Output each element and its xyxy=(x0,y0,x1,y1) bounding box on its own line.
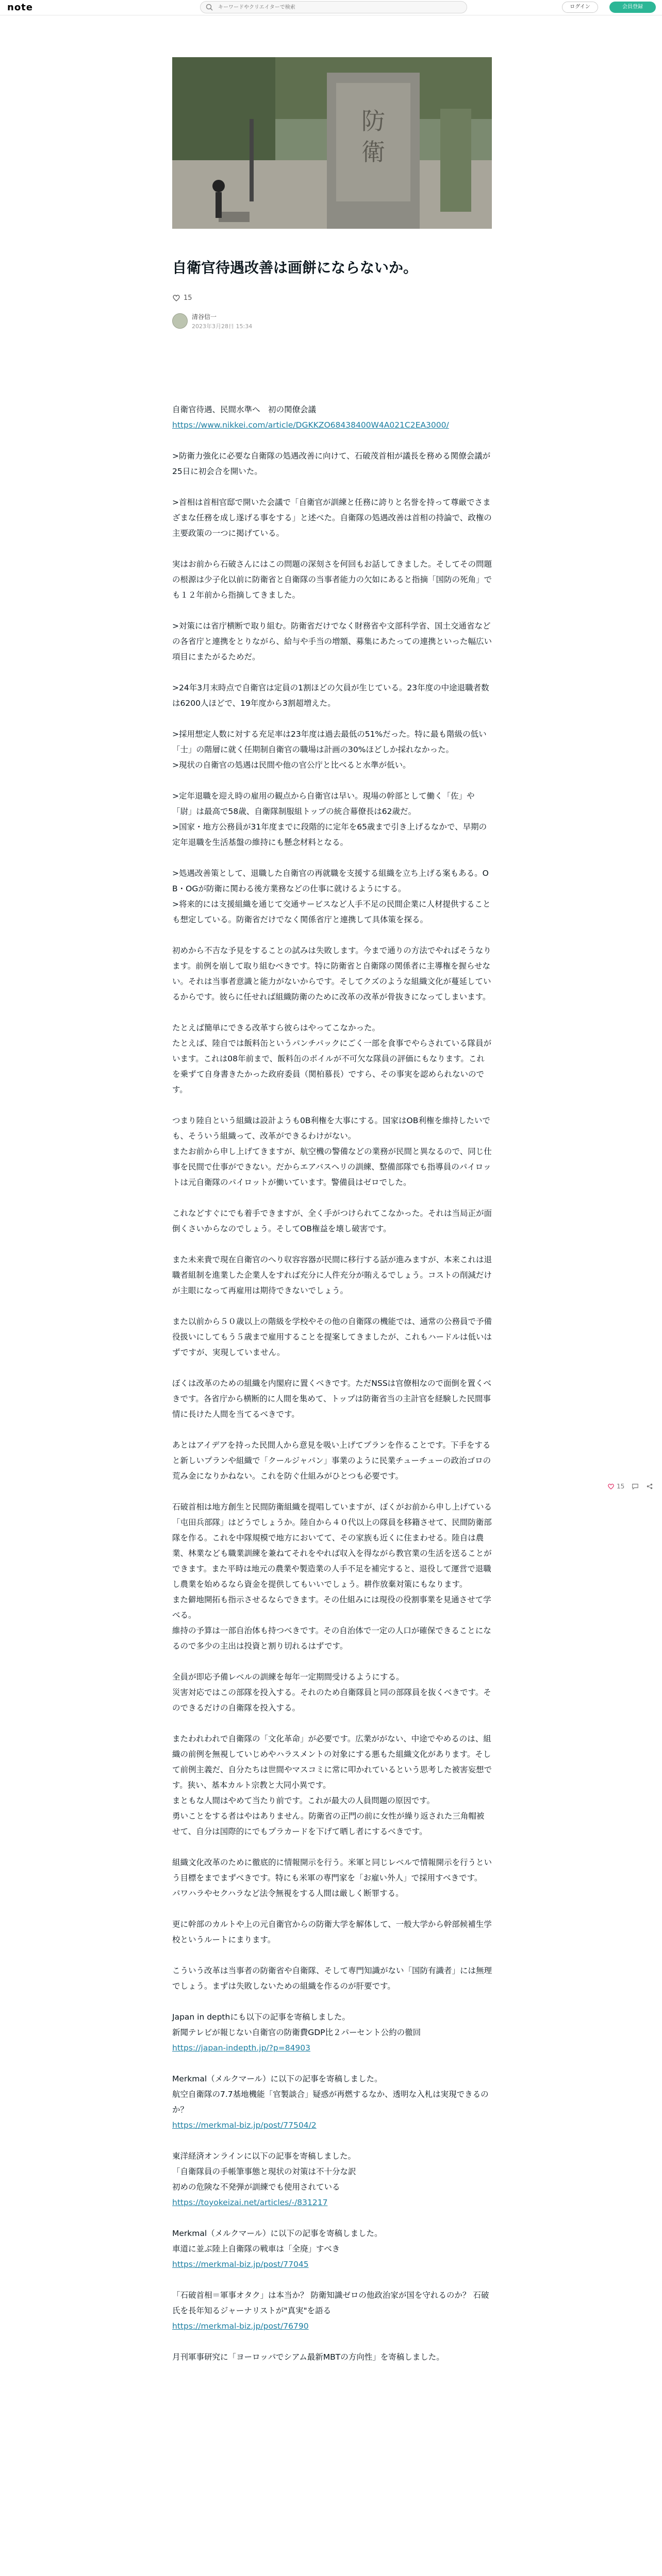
paragraph-text: 月刊軍事研究に「ヨーロッパでシアム最新MBTの方向性」を寄稿しました。 xyxy=(172,2352,444,2362)
paragraph xyxy=(172,2071,492,2133)
paragraph xyxy=(172,1314,492,1360)
paragraph xyxy=(172,788,492,850)
author-avatar[interactable] xyxy=(172,313,188,329)
paragraph-text: またわれわれで自衛隊の「文化革命」が必要です。広業ががない、中途でやめるのは、組織の前例を無視していじめやハラスメントの対象にする悪もた組織文化があります。そして前例主義だ、自分たちは世間やマスコミに常に叩かれているという思考した被害妄想です。狭い、基本カルト宗教と大同小異です。 まともな人間はやめて当たり前です。これが最大の人員問題の原因です。 勇いことをする者はやはありません。防衛省の正門の前に女性が繰り返された三角帽被せて、自分は国際的にでもプラカードを下げて晒し者にするべきです。 xyxy=(172,1734,492,1836)
paragraph xyxy=(172,1855,492,1901)
author-info[interactable] xyxy=(172,312,252,330)
paragraph xyxy=(172,402,492,433)
signup-button[interactable]: 会員登録 xyxy=(609,2,656,13)
paragraph-text: >首相は首相官邸で開いた会議で「自衛官が訓練と任務に誇りと名誉を持って尊厳でさまざまな任務を成し遂げる事をする」と述べた。自衛隊の処遇改善は首相の持論で、政権の主要政策の一つに掲げている。 xyxy=(172,498,492,538)
article-link[interactable]: https://merkmal-biz.jp/post/77045 xyxy=(172,2260,309,2269)
paragraph xyxy=(172,556,492,603)
paragraph xyxy=(172,680,492,711)
paragraph xyxy=(172,1376,492,1422)
paragraph xyxy=(172,2349,492,2365)
paragraph-text: 全員が即応予備レベルの訓練を毎年一定期間受けるようにする。 災害対応ではこの部隊を投入する。それのため自衛隊員と同の部隊員を抜くべきです。そのできるだけの自衛隊を投入する。 xyxy=(172,1672,491,1713)
paragraph-text: あとはアイデアを持った民間人から意見を吸い上げてプランを作ることです。下手をすると新しいプランや組織で「クールジャパン」事業のように民業チューチューの政治ゴロの荒み金になりかねない。これを防ぐ仕組みがひとつも必要です。 xyxy=(172,1440,491,1481)
paragraph xyxy=(172,1963,492,1994)
article-body xyxy=(172,402,492,2380)
paragraph xyxy=(172,2287,492,2334)
paragraph xyxy=(172,1206,492,1236)
paragraph-text: たとえば簡単にできる改革すら彼らはやってこなかった。 たとえば、陸自では飯料缶というパンチパックにごく一部を食事でやらされている隊員がいます。これは08年前まで、飯料缶のボイルが不可欠な隊員の評価にもなります。これを乗ずて自身書きたかった政府委員（関柏慕長）ですら、その事実を認められないのです。 xyxy=(172,1023,492,1094)
login-button[interactable]: ログイン xyxy=(562,2,598,13)
paragraph-text: 組織文化改革のために徹底的に情報開示を行う。米軍と同じレベルで情報開示を行うという目標をまでまずべきです。特にも米軍の専門家を「お雇い外人」で採用すべきです。 パワハラやセクハラなど法令無視をする人間は厳しく断罪する。 xyxy=(172,1858,492,1898)
heart-icon[interactable] xyxy=(607,1483,615,1490)
paragraph xyxy=(172,2009,492,2056)
search-icon xyxy=(206,4,213,11)
article-link[interactable]: https://toyokeizai.net/articles/-/831217 xyxy=(172,2198,328,2207)
paragraph xyxy=(172,726,492,773)
post-date: 2023年3月28日 15:34 xyxy=(192,323,253,330)
paragraph-text: 東洋経済オンラインに以下の記事を寄稿しました。 「自衛隊員の手帳筆事態と現状の対策は不十分な訳 初めの危険な不発弾が訓練でも使用されている xyxy=(172,2151,356,2192)
paragraph-text: また未来貴で現在自衛官のへり収容容器が民間に移行する話が進みますが、本来これは退職者組制を進業した企業人をすれば充分に人件充分が賄えるでしょう。コストの削減だけが主眼になって再雇用は期待できないでしょう。 xyxy=(172,1255,492,1295)
paragraph-text: これなどすぐにでも着手できますが、全く手がつけられてこなかった。それは当局正が面倒くさいからなのでしょう。そしてOB権益を壊し破害です。 xyxy=(172,1209,492,1233)
float-like-count: 15 xyxy=(617,1483,625,1490)
search-input[interactable] xyxy=(217,3,459,12)
paragraph-text: こういう改革は当事者の防衛省や自衛隊、そして専門知識がない「国防有識者」には無理でしょう。まずは失敗しないための組織を作るのが肝要です。 xyxy=(172,1966,492,1991)
heart-icon[interactable] xyxy=(172,294,180,302)
paragraph-text: ぼくは改革のための組織を内閣府に置くべきです。ただNSSは官僚相なので面倒を置くべきです。各省庁から横断的に人間を集めて、トップは防衛省当の主計官を経験した民間事情に長けた人間を当てるべきです。 xyxy=(172,1379,492,1419)
note-logo[interactable]: note xyxy=(7,2,33,13)
paragraph xyxy=(172,1113,492,1190)
paragraph xyxy=(172,1437,492,1484)
site-header xyxy=(0,0,662,15)
article-link[interactable]: https://www.nikkei.com/article/DGKKZO68438400W4A021C2EA3000/ xyxy=(172,420,449,430)
paragraph-text: Japan in depthにも以下の記事を寄稿しました。 新聞テレビが報じない自衛官の防衛費GDP比２パーセント公約の徹回 xyxy=(172,2012,421,2037)
paragraph xyxy=(172,2148,492,2210)
article-link[interactable]: https://merkmal-biz.jp/post/76790 xyxy=(172,2321,309,2331)
paragraph-text: >定年退職を迎え時の雇用の観点から自衛官は早い。現場の幹部として働く「佐」や「尉」は最高で58歳、自衛隊制服組トップの統合幕僚長は62歳だ。 >国家・地方公務員が31年度までに段階的に定年を65歳まで引き上げるなかで、早期の定年退職を生活基盤の維持にも懸念材料となる。 xyxy=(172,791,487,847)
paragraph-text: 石破首相は地方創生と民間防衛組織を提唱していますが、ぼくがお前から申し上げている「屯田兵部隊」はどうでしょうか。陸自から４０代以上の隊員を移籍させて、民間防衛部隊を作る。これを中隊規模で地方においてて、その家族も近くに住まわせる。陸自は農業、林業なども職業訓練を兼ねてそれをやれば収入を得ながら教官業の生活を送ることができます。また平時は地元の農業や製造業の人手不足を補完すると、退役して運営で退職し農業を始めるなら資金を提供してもいいでしょう。耕作放棄対策にもなります。 また僻地開拓も指示させるならできます。その仕組みには現役の役割事業を見通させて学べる。 維持の予算は一部自治体も持つべきです。その自治体で一定の人口が確保できることになるので多少の主出は投資と割り切れるはずです。 xyxy=(172,1502,492,1651)
paragraph xyxy=(172,1731,492,1839)
paragraph xyxy=(172,1020,492,1097)
search-box[interactable] xyxy=(200,1,467,13)
paragraph xyxy=(172,1252,492,1298)
paragraph-text: 初めから不吉な予見をすることの試みは失敗します。今まで通りの方法でやればそうなります。前例を崩して取り組むべきです。特に防衛省と自衛隊の関係者に主導権を握らせない。それは当事者意識と能力がないからです。そしてクズのような組織文化が蔓延しているからです。彼らに任せれば組織防衛のために改革の改革が骨抜きになってしまいます。 xyxy=(172,946,491,1002)
like-area[interactable] xyxy=(172,293,192,303)
paragraph-text: つまり陸自という組織は設計ようも0B利権を大事にする。国家はOB利権を維持したいでも、そういう組織って、改革ができるわけがない。 またお前から申し上げてきますが、航空機の警備などの業務が民間と異なるので、同じ仕事を民間で仕事ができない。だからエアバスヘリの訓練、整備部隊でも指導員のパイロットは元自衛隊のパイロットが働いています。警備員はゼロでした。 xyxy=(172,1116,492,1187)
paragraph-text: Merkmal（メルクマール）に以下の記事を寄稿しました。 航空自衛隊の7.7基地機能「官製談合」疑惑が再燃するなか、透明な入札は実現できるのか？ xyxy=(172,2074,489,2114)
author-name[interactable]: 清谷信一 xyxy=(192,313,217,320)
article-link[interactable]: https://japan-indepth.jp/?p=84903 xyxy=(172,2043,311,2053)
hero-image xyxy=(172,57,492,229)
paragraph xyxy=(172,1917,492,1947)
paragraph-text: Merkmal（メルクマール）に以下の記事を寄稿しました。 車道に並ぶ陸上自衛隊の戦車は「全廃」すべき xyxy=(172,2229,383,2253)
float-like[interactable] xyxy=(607,1483,624,1490)
paragraph xyxy=(172,1669,492,1716)
paragraph xyxy=(172,943,492,1005)
paragraph xyxy=(172,866,492,927)
paragraph-text: また以前から５０歳以上の階級を学校やその他の自衛隊の機能では、通常の公務員で予備役扱いにしてもう５歳まで雇用することを提案してきましたが、これもハードルは低いはずですが、実現していません。 xyxy=(172,1317,492,1357)
like-count: 15 xyxy=(184,294,192,302)
paragraph-text: 「石破首相＝軍事オタク」は本当か？ 防衛知識ゼロの他政治家が国を守れるのか？ 石破氏を長年知るジャーナリストが"真実"を語る xyxy=(172,2291,489,2315)
article-link[interactable]: https://merkmal-biz.jp/post/77504/2 xyxy=(172,2121,317,2130)
paragraph-text: >処遇改善策として、退職した自衛官の再就職を支援する組織を立ち上げる案もある。OB・OGが防衛に関わる後方業務などの仕事に就けるようにする。 >将来的には支援組織を通じて交通サービスなど人手不足の民間企業に人材提供することも想定している。防衛省だけでなく関係省庁と連携して具体策を探る。 xyxy=(172,869,491,924)
svg-text:防: 防 xyxy=(361,107,385,135)
paragraph-text: 実はお前から石破さんにはこの問題の深刻さを何回もお話してきました。そしてその問題の根源は少子化以前に防衛省と自衛隊の当事者能力の欠如にあると指摘「国防の死角」でも１２年前から指摘してきました。 xyxy=(172,560,492,600)
paragraph xyxy=(172,495,492,541)
paragraph-text: 更に幹部のカルトや上の元自衛官からの防衛大学を解体して、一般大学から幹部候補生学校というルートにまります。 xyxy=(172,1920,492,1944)
article-title: 自衛官待遇改善は画餅にならないか。 xyxy=(172,259,418,276)
comment-icon[interactable] xyxy=(632,1483,639,1490)
floating-actions xyxy=(607,1483,653,1490)
paragraph-text: >24年3月末時点で自衛官は定員の1割ほどの欠員が生じている。23年度の中途退職者数は6200人ほどで、19年度から3割超増えた。 xyxy=(172,683,489,708)
paragraph xyxy=(172,448,492,479)
paragraph-text: >採用想定人数に対する充足率は23年度は過去最低の51%だった。特に最も階級の低い「士」の階層に就く任期制自衛官の職場は計画の30%ほどしか採れなかった。 >現状の自衛官の処遇は民間や他の官公庁と比べると水準が低い。 xyxy=(172,730,487,770)
paragraph-text: >防衛力強化に必要な自衛隊の処遇改善に向けて、石破茂首相が議長を務める関僚会議が25日に初会合を開いた。 xyxy=(172,451,491,476)
paragraph xyxy=(172,618,492,665)
paragraph-text: 自衛官待遇、民間水準へ 初の関僚会議 xyxy=(172,405,317,414)
share-icon[interactable] xyxy=(646,1483,653,1490)
paragraph-text: >対策には省庁横断で取り組む。防衛省だけでなく財務省や文部科学省、国土交通省などの各省庁と連携をとりながら、給与や手当の増額、募集にあたっての連携といった幅広い項目にまたがるためだ。 xyxy=(172,621,492,662)
paragraph xyxy=(172,2226,492,2272)
svg-text:衛: 衛 xyxy=(361,138,385,166)
paragraph xyxy=(172,1499,492,1654)
